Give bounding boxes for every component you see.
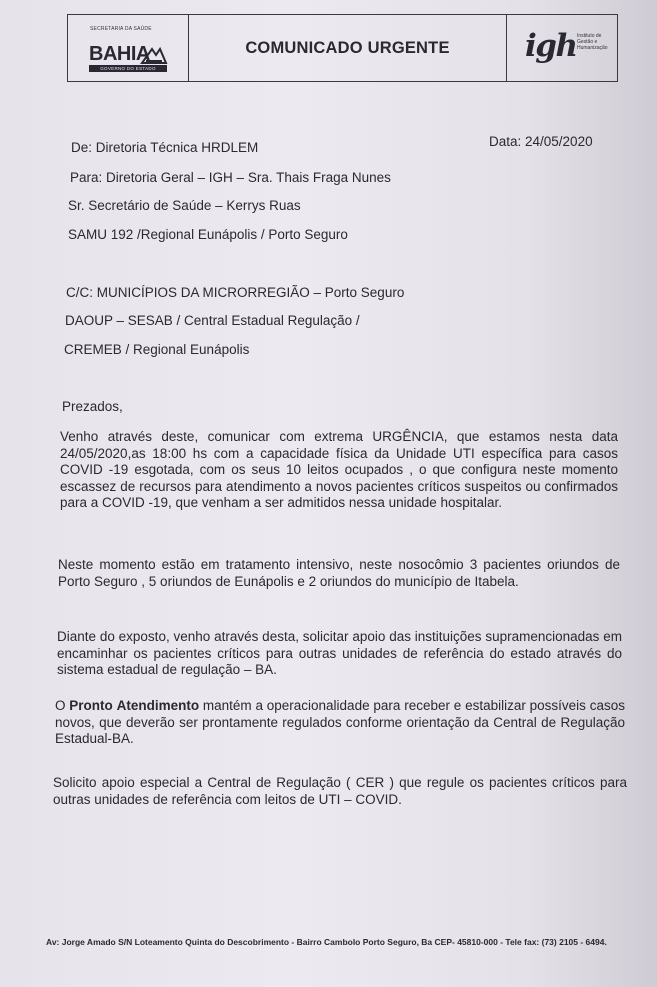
paragraph-4: O Pronto Atendimento mantém a operacionalidade para receber e estabilizar possíveis casos novos, que deverão ser prontamente regulados conforme orientação da Central de Regulação Estadual-BA. bbox=[55, 698, 625, 746]
bahia-logo-word: BAHIA bbox=[89, 43, 150, 65]
to-line: SAMU 192 /Regional Eunápolis / Porto Seguro bbox=[68, 227, 348, 242]
cc-line: CREMEB / Regional Eunápolis bbox=[64, 342, 250, 357]
igh-logo-text: Instituto de Gestão e Humanização bbox=[577, 33, 608, 51]
igh-logo-mark: igh bbox=[525, 28, 577, 64]
date-line: Data: 24/05/2020 bbox=[489, 134, 593, 149]
salutation: Prezados, bbox=[62, 399, 123, 414]
footer-address: Av: Jorge Amado S/N Loteamento Quinta do Descobrimento - Bairro Cambolo Porto Seguro, Ba CEP- 45810-000 - Tele fax: (73) 2105 - 6494. bbox=[46, 937, 607, 947]
to-line: Para: Diretoria Geral – IGH – Sra. Thais Fraga Nunes bbox=[70, 170, 391, 185]
igh-logo bbox=[506, 15, 617, 81]
paragraph-1: Venho através deste, comunicar com extrema URGÊNCIA, que estamos nesta data 24/05/2020,as 18:00 hs com a capacidade física da Unidade UTI específica para casos COVID -19 esgotada, com os seus 10 leitos ocupados , o que configura neste momento escassez de recursos para atendimento a novos pacientes críticos suspeitos ou confirmados para a COVID -19, que venham a ser admitidos nessa unidade hospitalar. bbox=[60, 429, 618, 510]
paragraph-2: Neste momento estão em tratamento intensivo, neste nosocômio 3 pacientes oriundos de Porto Seguro , 5 oriundos de Eunápolis e 2 oriundos do município de Itabela. bbox=[58, 557, 620, 589]
bahia-logo-small-text: SECRETARIA DA SAÚDE bbox=[90, 26, 152, 32]
letterhead bbox=[67, 14, 618, 82]
document-title: COMUNICADO URGENTE bbox=[245, 38, 450, 57]
from-line: De: Diretoria Técnica HRDLEM bbox=[71, 140, 259, 155]
cc-line: DAOUP – SESAB / Central Estadual Regulação / bbox=[65, 313, 360, 328]
bahia-logo-bar: GOVERNO DO ESTADO bbox=[89, 65, 167, 72]
bahia-wave-icon bbox=[140, 45, 168, 65]
cc-line: C/C: MUNICÍPIOS DA MICRORREGIÃO – Porto Seguro bbox=[66, 285, 405, 300]
paragraph-3: Diante do exposto, venho através desta, solicitar apoio das instituições supramencionadas em encaminhar os pacientes críticos para outras unidades de referência do estado através do sistema estadual de regulação – BA. bbox=[57, 629, 622, 677]
paragraph-5: Solicito apoio especial a Central de Regulação ( CER ) que regule os pacientes críticos para outras unidades de referência com leitos de UTI – COVID. bbox=[53, 775, 627, 807]
bahia-logo bbox=[68, 15, 189, 81]
to-line: Sr. Secretário de Saúde – Kerrys Ruas bbox=[68, 198, 301, 213]
